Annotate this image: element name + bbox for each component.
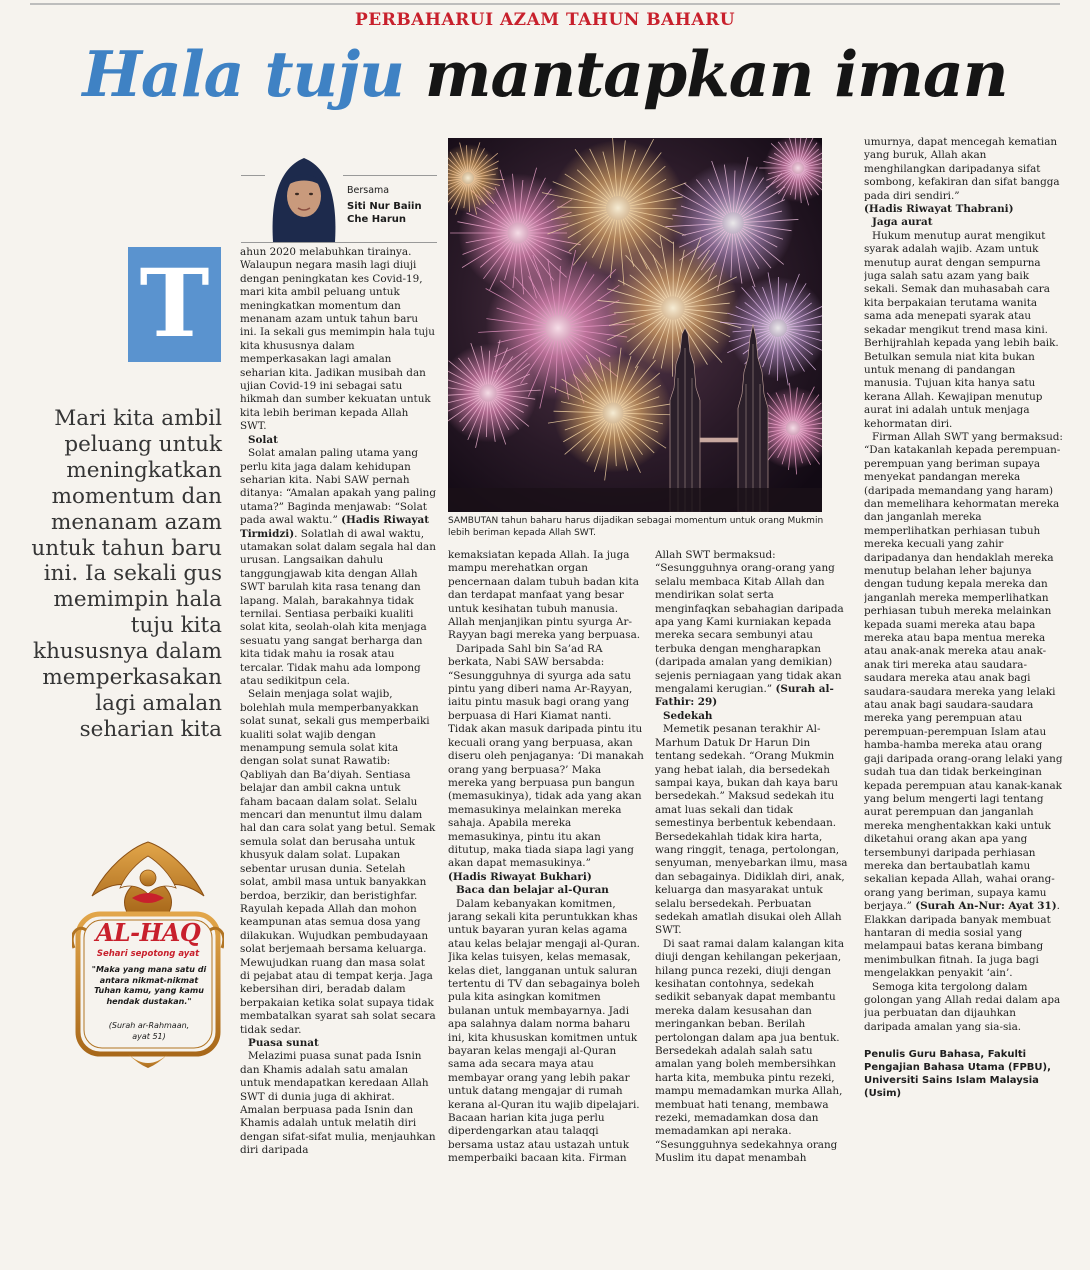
paragraph: Melazimi puasa sunat pada Isnin dan Khamis adalah satu amalan untuk mendapatkan keredaan Allah SWT di dunia juga di akhirat. Amalan berpuasa pada Isnin dan Khamis adalah untuk melatih diri dengan sifat-sifat mulia, menjauhkan diri daripada — [240, 1050, 436, 1157]
paragraph: Di saat ramai dalam kalangan kita diuji dengan kehilangan pekerjaan, hilang punca rezeki, diuji dengan kesihatan contohnya, sedekah sedikit sebanyak dapat membantu mereka dalam kesusahan dan meringankan beban. Berilah pertolongan dalam apa jua bentuk. Bersedekah adalah salah satu amalan yang boleh membersihkan harta kita, membuka pintu rezeki, mampu memadamkan murka Allah, membuat hati tenang, membawa rezeki, memadamkan dosa dan memadamkan api neraka. “Sesungguhnya sedekahnya orang Muslim itu dapat menambah — [655, 937, 845, 1165]
photo-caption: SAMBUTAN tahun baharu harus dijadikan sebagai momentum untuk orang Mukmin lebih beriman kepada Allah SWT. — [448, 516, 824, 538]
citation: (Hadis Riwayat Tirmidzi) — [240, 514, 430, 540]
citation: (Hadis Riwayat Thabrani) — [864, 203, 1014, 216]
article-column-4 — [864, 136, 1064, 1226]
author-name-line-2: Che Harun — [347, 214, 407, 225]
paragraph: Selain menjaga solat wajib, bolehlah mula memperbanyakkan solat sunat, sekali gus memperbaiki kualiti solat wajib dengan menampung semula solat kita dengan solat sunat Rawatib: Qabliyah dan Ba’diyah. Sentiasa belajar dan ambil cakna untuk faham bacaan dalam solat. Selalu mencari dan menuntut ilmu dalam hal dan cara solat yang betul. Semak semula solat dan berusaha untuk khusyuk dalam solat. Lupakan sebentar urusan dunia. Setelah solat, ambil masa untuk banyakkan berdoa, berzikir, dan beristighfar. Rayulah kepada Allah dan mohon keampunan atas semua dosa yang dilakukan. Wujudkan pembudayaan solat berjemaah bersama keluarga. Mewujudkan ruang dan masa solat di pejabat atau di tempat kerja. Jaga kebersihan diri, beradab dalam berpakaian ketika solat supaya tidak membatalkan syarat sah solat secara tidak sedar. — [240, 688, 436, 1036]
paragraph: Solat amalan paling utama yang perlu kita jaga dalam kehidupan seharian kita. Nabi SAW pernah ditanya: “Amalan apakah yang paling utama?” Baginda menjawab: “Solat pada awal waktu.” (Hadis Riwayat Tirmidzi). Solatlah di awal waktu, utamakan solat dalam segala hal dan urusan. Langsaikan dahulu tanggungjawab kita dengan Allah SWT barulah kita rasa tenang dan lapang. Malah, barakahnya tidak ternilai. Sentiasa perbaiki kualiti solat kita, seolah-olah kita menjaga sesuatu yang sangat berharga dan kita tidak mahu ia rosak atau tercalar. Tidak mahu ada lompong atau sedikitpun cela. — [240, 447, 436, 687]
author-byline: Penulis Guru Bahasa, Fakulti Pengajian Bahasa Utama (FPBU), Universiti Sains Islam Malaysia (Usim) — [864, 1049, 1051, 1100]
subheading-baca-quran: Baca dan belajar al-Quran — [456, 884, 609, 897]
headline — [0, 34, 1090, 114]
article-column-2 — [448, 549, 644, 1221]
paragraph: Hukum menutup aurat mengikut syarak adalah wajib. Azam untuk menutup aurat dengan sempurna juga salah satu azam yang baik sekali. Semak dan muhasabah cara kita berpakaian terutama wanita sama ada menepati syarak atau sekadar mengikut trend masa kini. Berhijrahlah kepada yang lebih baik. Betulkan semula niat kita bukan untuk menang di pandangan manusia. Tujuan kita hanya satu kerana Allah. Kewajipan menutup aurat ini adalah untuk menjaga kehormatan diri. — [864, 229, 1059, 430]
pull-quote: Mari kita ambil peluang untuk meningkatkan momentum dan menanam azam untuk tahun baru ini. Ia sekali gus memimpin hala tuju kita khususnya dalam memperkasakan lagi amalan seharian kita — [31, 406, 222, 742]
subheading-jaga-aurat: Jaga aurat — [872, 216, 933, 229]
al-haq-reference — [86, 1021, 212, 1042]
article-column-3 — [655, 549, 851, 1221]
fireworks-photo — [448, 138, 822, 512]
al-haq-reference-line-2: ayat 51) — [132, 1031, 166, 1041]
citation: (Surah al-Fathir: 29) — [655, 683, 834, 709]
drop-cap: T — [128, 247, 221, 362]
citation: (Surah An-Nur: Ayat 31) — [915, 900, 1057, 913]
paragraph: Semoga kita tergolong dalam golongan yang Allah redai dalam apa jua perbuatan dan dijauhkan daripada amalan yang sia-sia. — [864, 980, 1061, 1033]
paragraph: umurnya, dapat mencegah kematian yang buruk, Allah akan menghilangkan daripadanya sifat sombong, kefakiran dan sifat bangga pada diri sendiri.” (Hadis Riwayat Thabrani) — [864, 136, 1060, 216]
fireworks-image — [448, 138, 822, 512]
paragraph: Allah SWT bermaksud: “Sesungguhnya orang-orang yang selalu membaca Kitab Allah dan mendirikan solat serta menginfaqkan sebahagian daripada apa yang Kami kurniakan kepada mereka secara sembunyi atau terbuka dengan mengharapkan (daripada amalan yang demikian) sejenis perniagaan yang tidak akan mengalami kerugian.” (Surah al-Fathir: 29) — [655, 549, 844, 709]
subheading-sedekah: Sedekah — [663, 709, 713, 722]
author-prefix: Bersama — [347, 185, 390, 196]
subheading-solat: Solat — [248, 433, 278, 446]
headline-part-1: Hala tuju — [82, 37, 404, 111]
paragraph: Memetik pesanan terakhir Al-Marhum Datuk Dr Harun Din tentang sedekah. “Orang Mukmin yang hebat ialah, dia bersedekah sampai kaya, bukan dah kaya baru bersedekah.” Maksud sedekah itu amat luas sekali dan tidak semestinya berbentuk kebendaan. Bersedekahlah tidak kira harta, wang ringgit, tenaga, pertolongan, senyuman, menyebarkan ilmu, masa dan sebagainya. Didiklah diri, anak, keluarga dan masyarakat untuk selalu bersedekah. Perbuatan sedekah amatlah disukai oleh Allah SWT. — [655, 723, 848, 937]
al-haq-verse: "Maka yang mana satu di antara nikmat-nikmat Tuhan kamu, yang kamu hendak dustakan." — [91, 965, 207, 1006]
paragraph: ahun 2020 melabuhkan tirainya. Walaupun negara masih lagi diuji dengan peningkatan kes Covid-19, mari kita ambil peluang untuk meningkatkan momentum dan menanam azam untuk tahun baru ini. Ia sekali gus memimpin hala tuju kita khususnya dalam memperkasakan lagi amalan seharian kita. Jadikan musibah dan ujian Covid-19 ini sebagai satu hikmah dan sumber kekuatan untuk kita lebih beriman kepada Allah SWT. — [240, 246, 435, 433]
al-haq-subtitle: Sehari sepotong ayat — [96, 949, 200, 959]
paragraph: Daripada Sahl bin Sa’ad RA berkata, Nabi SAW bersabda: “Sesungguhnya di syurga ada satu pintu yang diberi nama Ar-Rayyan, iaitu pintu masuk bagi orang yang berpuasa di Hari Kiamat nanti. Tidak akan masuk daripada pintu itu kecuali orang yang berpuasa, akan diseru oleh penjaganya: ‘Di manakah orang yang berpuasa?’ Maka mereka yang berpuasa pun bangun (memasukinya), tidak ada yang akan memasukinya melainkan mereka sahaja. Apabila mereka memasukinya, pintu itu akan ditutup, maka tiada siapa lagi yang akan dapat memasukinya.” (Hadis Riwayat Bukhari) — [448, 642, 644, 883]
citation: (Hadis Riwayat Bukhari) — [448, 870, 592, 883]
top-rule — [30, 3, 1060, 5]
author-box — [241, 145, 437, 243]
author-name — [347, 200, 437, 226]
al-haq-title: AL-HAQ — [95, 918, 201, 947]
article-column-1 — [240, 246, 436, 1221]
al-haq-reference-line-1: (Surah ar-Rahmaan, — [108, 1021, 190, 1030]
headline-part-2: mantapkan iman — [424, 37, 1008, 111]
paragraph: kemaksiatan kepada Allah. Ia juga mampu merehatkan organ pencernaan dalam tubuh badan kita dan terdapat manfaat yang besar untuk kesihatan tubuh manusia. Allah menjanjikan pintu syurga Ar-Rayyan bagi mereka yang berpuasa. — [448, 549, 641, 642]
section-kicker: PERBAHARUI AZAM TAHUN BAHARU — [354, 10, 736, 30]
subheading-puasa-sunat: Puasa sunat — [248, 1036, 319, 1049]
author-name-line-1: Siti Nur Baiin — [347, 201, 422, 212]
al-haq-panel — [72, 838, 224, 1070]
paragraph: Firman Allah SWT yang bermaksud: “Dan katakanlah kepada perempuan-perempuan yang beriman supaya menyekat pandangan mereka (daripada memandang yang haram) dan memelihara kehormatan mereka dan janganlah mereka memperlihatkan perhiasan tubuh mereka kecuali yang zahir daripadanya dan hendaklah mereka menutup belahan leher bajunya dengan tudung kepala mereka dan janganlah mereka memperlihatkan perhiasan tubuh mereka melainkan kepada suami mereka atau bapa mereka atau bapa mentua mereka atau anak-anak mereka atau anak-anak tiri mereka atau saudara-saudara mereka atau anak bagi saudara-saudara mereka yang lelaki atau anak bagi saudara-saudara mereka yang perempuan atau perempuan-perempuan Islam atau hamba-hamba mereka atau orang gaji daripada orang-orang lelaki yang sudah tua dan tidak berkeinginan kepada perempuan atau kanak-kanak yang belum mengerti lagi tentang aurat perempuan dan janganlah mereka menghentakkan kaki untuk diketahui orang akan apa yang tersembunyi daripada perhiasan mereka dan bertaubatlah kamu sekalian kepada Allah, wahai orang-orang yang beriman, supaya kamu berjaya.” (Surah An-Nur: Ayat 31). Elakkan daripada banyak membuat hantaran di media sosial yang melampaui batas kerana bimbang menimbulkan fitnah. Ia juga bagi mengelakkan penyakit ‘ain’. — [864, 430, 1063, 980]
author-photo — [265, 148, 343, 242]
paragraph: Dalam kebanyakan komitmen, jarang sekali kita peruntukkan khas untuk bayaran yuran kelas agama atau kelas belajar mengaji al-Quran. Jika kelas tuisyen, kelas memasak, kelas diet, langganan untuk saluran tertentu di TV dan sebagainya boleh pula kita asingkan komitmen bulanan untuk membayarnya. Jadi apa salahnya dalam norma baharu ini, kita khususkan komitmen untuk bayaran kelas mengaji al-Quran sama ada secara maya atau membayar orang yang lebih pakar untuk datang mengajar di rumah kerana al-Quran itu wajib dipelajari. Bacaan harian kita juga perlu diperdengarkan atau talaqqi bersama ustaz atau ustazah untuk memperbaiki bacaan kita. Firman — [448, 897, 640, 1165]
author-rule-bottom — [241, 242, 437, 243]
